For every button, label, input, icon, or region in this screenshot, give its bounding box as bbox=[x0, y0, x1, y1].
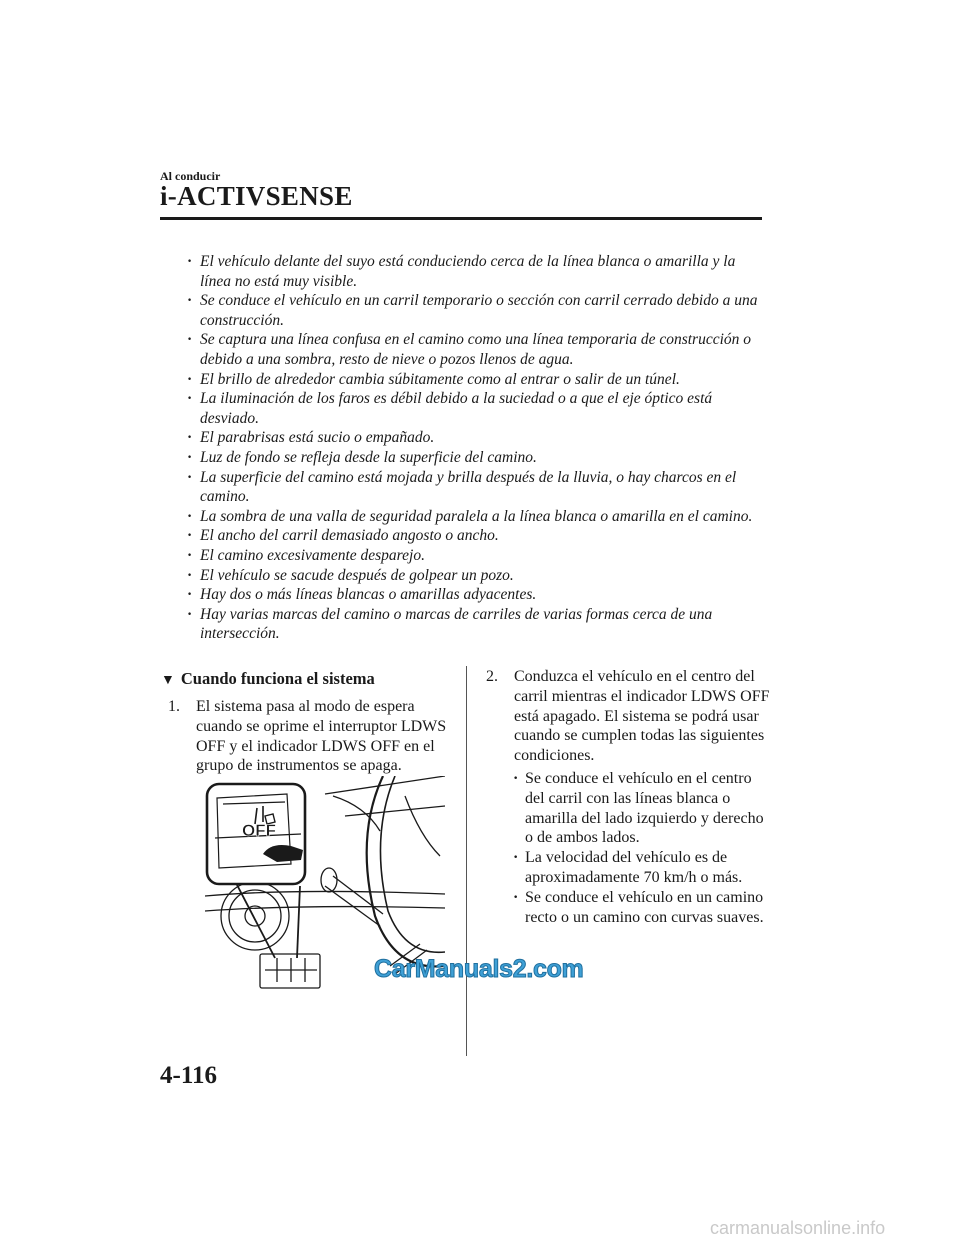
condition-item: · El brillo de alrededor cambia súbitamente como al entrar o salir de un túnel. bbox=[187, 370, 767, 390]
chapter-title: i-ACTIVSENSE bbox=[160, 181, 353, 211]
footer-watermark: carmanualsonline.info bbox=[710, 1218, 886, 1238]
conditions-list bbox=[187, 252, 767, 644]
condition-item: · Luz de fondo se refleja desde la superficie del camino. bbox=[187, 448, 767, 468]
condition-item: · El vehículo se sacude después de golpear un pozo. bbox=[187, 566, 767, 586]
section-heading-text: Cuando funciona el sistema bbox=[180, 669, 375, 688]
requirement-item: · Se conduce el vehículo en un camino recto o un camino con curvas suaves. bbox=[513, 888, 773, 928]
column-divider bbox=[466, 666, 467, 1056]
step-text: Conduzca el vehículo en el centro del carril mientras el indicador LDWS OFF está apagado. El sistema se podrá usar cuando se cumplen todas las siguientes condiciones. bbox=[514, 668, 770, 765]
condition-item: · Hay varias marcas del camino o marcas de carriles de varias formas cerca de una intersección. bbox=[187, 605, 767, 644]
section-label: Al conducir bbox=[160, 169, 221, 183]
condition-item: · La sombra de una valla de seguridad paralela a la línea blanca o amarilla en el camino. bbox=[187, 507, 767, 527]
section-heading bbox=[161, 669, 375, 689]
step-2 bbox=[486, 667, 771, 766]
requirement-item: · Se conduce el vehículo en el centro del carril con las líneas blanca o amarilla del lado izquierdo y derecho o de ambos lados. bbox=[513, 769, 773, 848]
condition-item: · La superficie del camino está mojada y brilla después de la lluvia, o hay charcos en el camino. bbox=[187, 468, 767, 507]
condition-item: · El camino excesivamente desparejo. bbox=[187, 546, 767, 566]
condition-item: · Hay dos o más líneas blancas o amarillas adyacentes. bbox=[187, 585, 767, 605]
condition-item: · El vehículo delante del suyo está conduciendo cerca de la línea blanca o amarilla y la línea no está muy visible. bbox=[187, 252, 767, 291]
condition-item: · El parabrisas está sucio o empañado. bbox=[187, 428, 767, 448]
watermark: CarManuals2.com bbox=[374, 955, 584, 983]
requirements-list bbox=[513, 769, 773, 927]
step-1 bbox=[168, 697, 458, 776]
step-number: 1. bbox=[168, 698, 180, 715]
condition-item: · Se conduce el vehículo en un carril temporario o sección con carril cerrado debido a una construcción. bbox=[187, 291, 767, 330]
off-label: OFF bbox=[242, 821, 276, 840]
condition-item: · El ancho del carril demasiado angosto o ancho. bbox=[187, 526, 767, 546]
condition-item: · Se captura una línea confusa en el camino como una línea temporaria de construcción o debido a una sombra, resto de nieve o pozos llenos de agua. bbox=[187, 330, 767, 369]
step-number: 2. bbox=[486, 668, 498, 685]
condition-item: · La iluminación de los faros es débil debido a la suciedad o a que el eje óptico está desviado. bbox=[187, 389, 767, 428]
header-rule bbox=[160, 217, 762, 220]
step-text: El sistema pasa al modo de espera cuando se oprime el interruptor LDWS OFF y el indicador LDWS OFF en el grupo de instrumentos se apaga. bbox=[196, 698, 447, 775]
page-number: 4-116 bbox=[160, 1062, 217, 1089]
triangle-marker-icon: ▼ bbox=[161, 673, 175, 688]
requirement-item: · La velocidad del vehículo es de aproximadamente 70 km/h o más. bbox=[513, 848, 773, 888]
